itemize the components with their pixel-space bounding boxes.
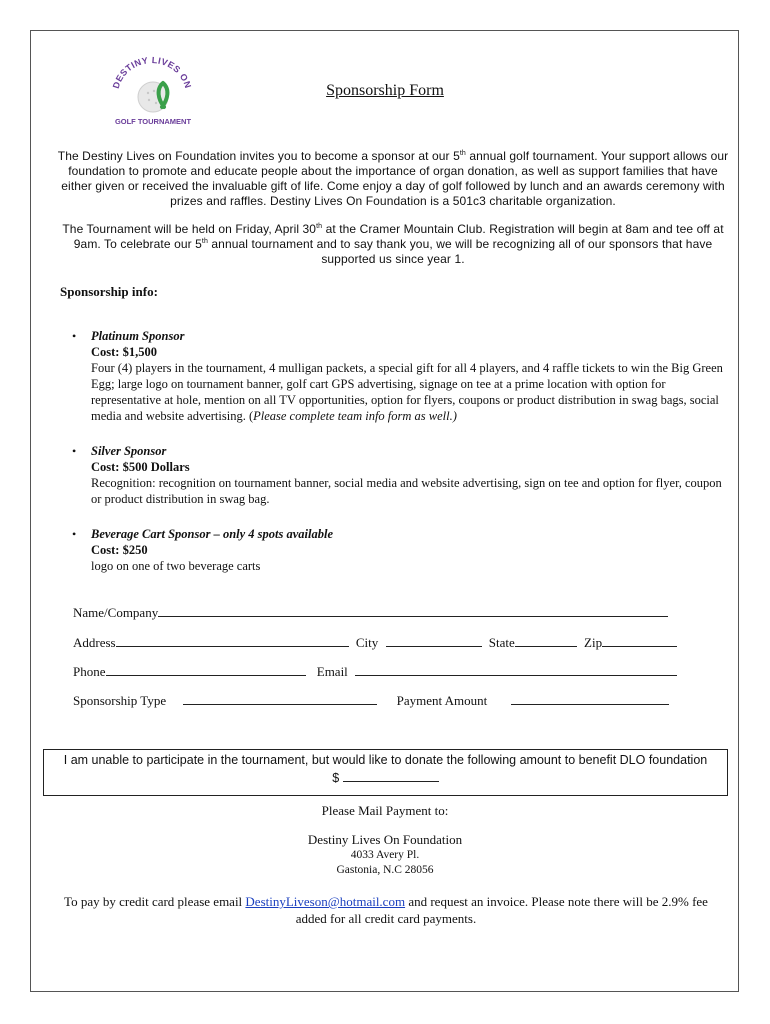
- sponsor-silver: [72, 443, 732, 507]
- sponsor-cost: Cost: $500 Dollars: [91, 460, 190, 474]
- address-row: [73, 634, 677, 651]
- zip-label: Zip: [584, 635, 603, 650]
- name-company-label: Name/Company: [73, 605, 159, 620]
- details-paragraph: The Tournament will be held on Friday, April 30th at the Cramer Mountain Club. Registration will begin at 8am and tee off at 9am. To celebrate our 5th annual tournament and to say thank you, we will be recognizing all of our sponsors that have supported us since year 1.: [62, 222, 724, 266]
- mail-city-state-zip: Gastonia, N.C 28056: [336, 864, 434, 876]
- credit-card-note: To pay by credit card please email DestinyLiveson@hotmail.com and request an invoice. Please note there will be 2.9% fee added for all credit card payments.: [64, 894, 708, 926]
- state-label: State: [488, 635, 515, 650]
- logo-bottom-text: GOLF TOURNAMENT: [114, 117, 192, 126]
- phone-field[interactable]: [106, 663, 306, 676]
- sponsor-platinum: [72, 328, 732, 424]
- city-label: City: [355, 635, 379, 650]
- address-label: Address: [73, 635, 116, 650]
- bullet-icon: •: [72, 444, 77, 458]
- name-company-row: [73, 604, 668, 621]
- payment-amount-label: Payment Amount: [396, 693, 488, 708]
- sponsor-name: Platinum Sponsor: [91, 329, 185, 343]
- name-company-field[interactable]: [158, 604, 668, 617]
- sponsor-beverage-cart: [72, 526, 732, 574]
- donation-currency: $: [332, 771, 340, 785]
- zip-field[interactable]: [602, 634, 677, 647]
- donation-box: [43, 749, 728, 796]
- sponsorship-info-heading: Sponsorship info:: [60, 284, 158, 299]
- bullet-icon: •: [72, 329, 77, 343]
- phone-email-row: [73, 663, 677, 680]
- sponsorship-payment-row: [73, 692, 669, 709]
- email-field[interactable]: [355, 663, 677, 676]
- sponsor-description: Four (4) players in the tournament, 4 mulligan packets, a special gift for all 4 players, and 4 raffle tickets to win the Big Green Egg; large logo on tournament banner, golf cart GPS advertising, signage on tee at a prime location with option for representative at hole, mention on all TV opportunities, option for flyers, coupons or product distribution in swag bags, social media and website advertising. (Please complete team info form as well.): [91, 361, 723, 423]
- sponsor-description: Recognition: recognition on tournament banner, social media and website advertising, sign on tee and option for flyer, coupon or product distribution in swag bag.: [91, 476, 722, 506]
- page-title: Sponsorship Form: [326, 82, 444, 99]
- sponsorship-type-field[interactable]: [183, 692, 377, 705]
- sponsor-name: Silver Sponsor: [91, 444, 167, 458]
- intro-paragraph: The Destiny Lives on Foundation invites you to become a sponsor at our 5th annual golf tournament. Your support allows our foundation to promote and educate people about the importance of organ donation, as well as support families that have either given or received the invaluable gift of life. Come enjoy a day of golf followed by lunch and an awards ceremony with prizes and raffles. Destiny Lives On Foundation is a 501c3 charitable organization.: [57, 149, 729, 208]
- payment-amount-field[interactable]: [511, 692, 669, 705]
- state-field[interactable]: [515, 634, 577, 647]
- phone-label: Phone: [73, 664, 106, 679]
- mail-org: Destiny Lives On Foundation: [307, 832, 463, 847]
- logo-top-text: DESTINY LIVES ON: [110, 55, 194, 90]
- city-field[interactable]: [386, 634, 482, 647]
- bullet-icon: •: [72, 527, 77, 541]
- sponsor-description: logo on one of two beverage carts: [91, 559, 261, 573]
- sponsorship-type-label: Sponsorship Type: [73, 693, 167, 708]
- donation-amount-field[interactable]: [343, 769, 439, 782]
- mail-payment-label: Please Mail Payment to:: [321, 803, 449, 818]
- address-field[interactable]: [116, 634, 349, 647]
- sponsor-name: Beverage Cart Sponsor – only 4 spots available: [91, 527, 334, 541]
- sponsor-cost: Cost: $1,500: [91, 345, 157, 359]
- email-link[interactable]: DestinyLiveson@hotmail.com: [245, 894, 406, 909]
- donation-text: I am unable to participate in the tournament, but would like to donate the following amount to benefit DLO foundation: [63, 753, 708, 767]
- mail-street: 4033 Avery Pl.: [350, 849, 420, 861]
- sponsor-cost: Cost: $250: [91, 543, 148, 557]
- email-label: Email: [316, 664, 348, 679]
